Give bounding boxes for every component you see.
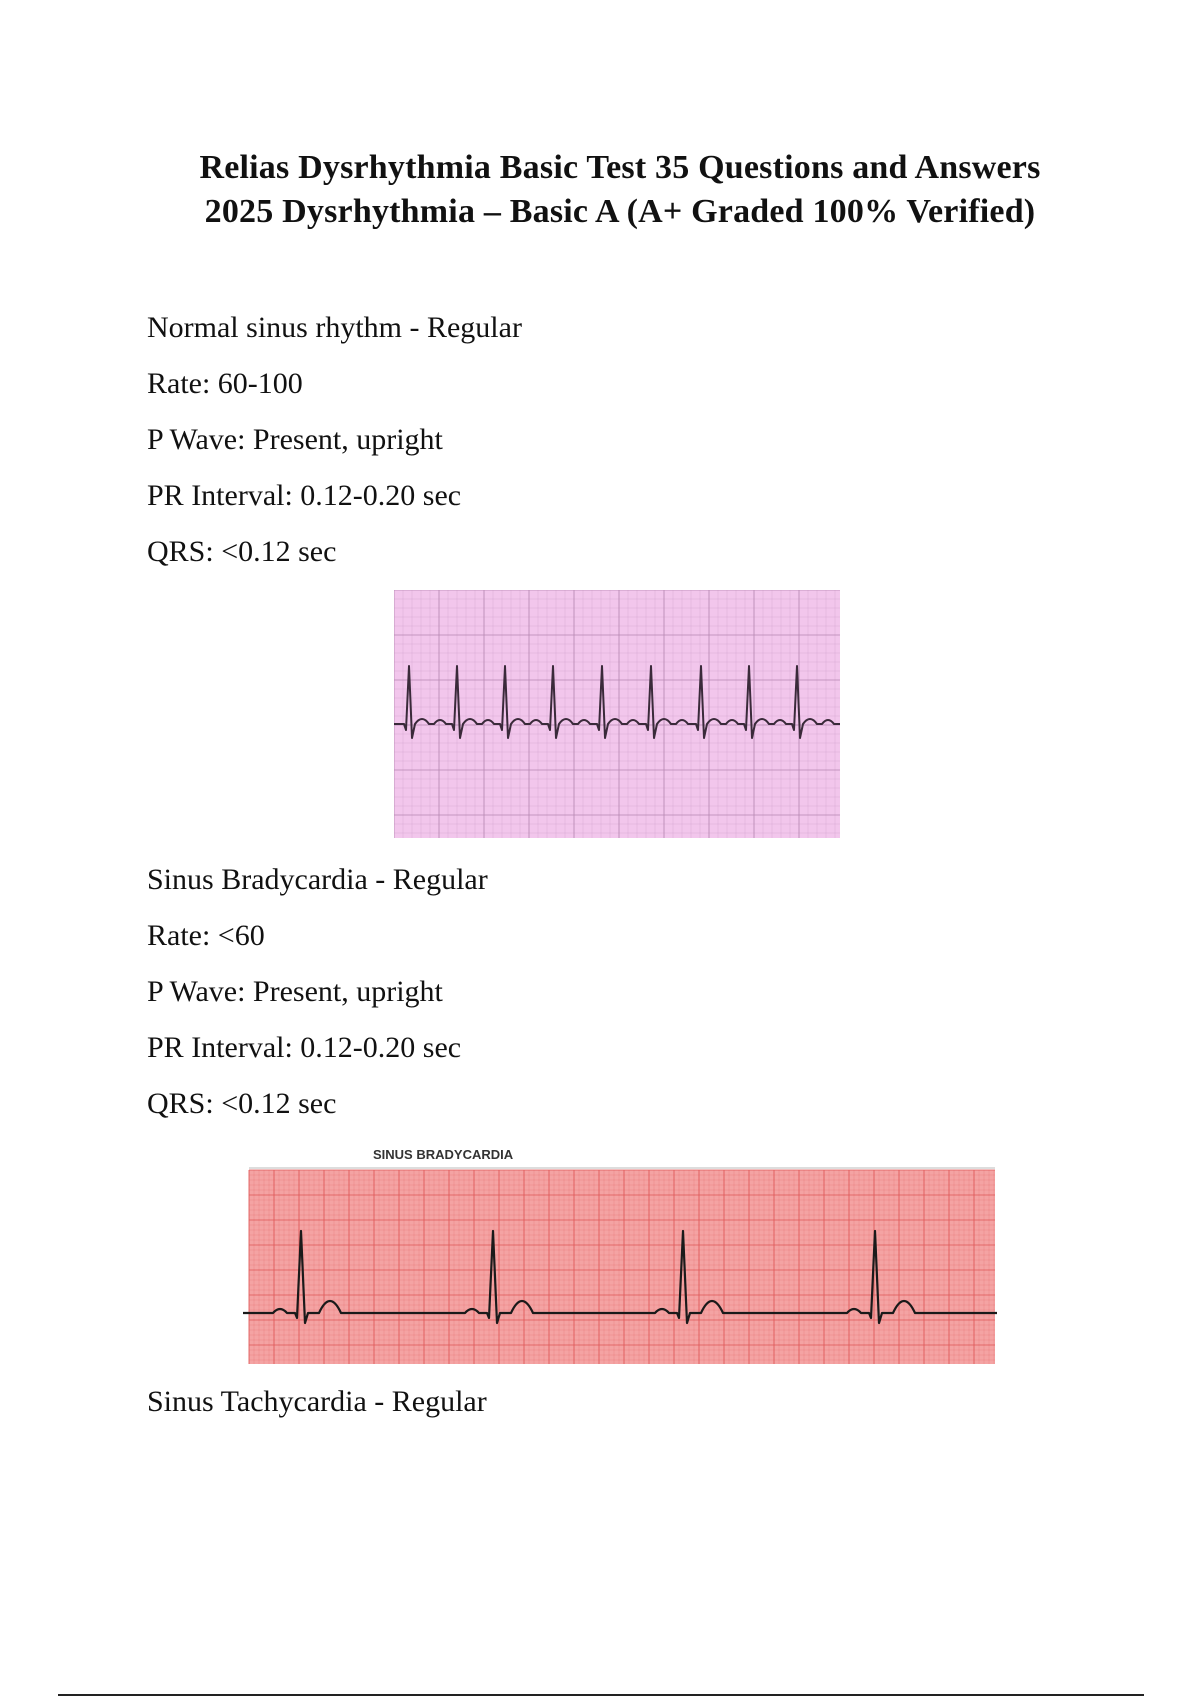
nsr-p-wave: P Wave: Present, upright [147,423,443,456]
section-heading-sinus-tachycardia: Sinus Tachycardia - Regular [147,1385,487,1418]
nsr-pr-interval: PR Interval: 0.12-0.20 sec [147,479,462,512]
section-heading-sinus-bradycardia: Sinus Bradycardia - Regular [147,863,488,896]
nsr-rate: Rate: 60-100 [147,367,303,400]
ecg-strip-caption: SINUS BRADYCARDIA [373,1147,514,1162]
title-line-1: Relias Dysrhythmia Basic Test 35 Questions and Answers [199,149,1041,186]
brady-pr-interval: PR Interval: 0.12-0.20 sec [147,1031,462,1064]
footer-rule [58,1694,1144,1696]
ecg-strip-normal-sinus-rhythm [394,590,840,838]
title-line-2: 2025 Dysrhythmia – Basic A (A+ Graded 100% Verified) [204,193,1036,230]
brady-rate: Rate: <60 [147,919,265,952]
ecg-strip-sinus-bradycardia [243,1142,997,1364]
brady-p-wave: P Wave: Present, upright [147,975,443,1008]
document-title [100,146,1140,234]
brady-qrs: QRS: <0.12 sec [147,1087,337,1120]
nsr-qrs: QRS: <0.12 sec [147,535,337,568]
section-heading-normal-sinus: Normal sinus rhythm - Regular [147,311,522,344]
ecg-paper [394,590,840,838]
